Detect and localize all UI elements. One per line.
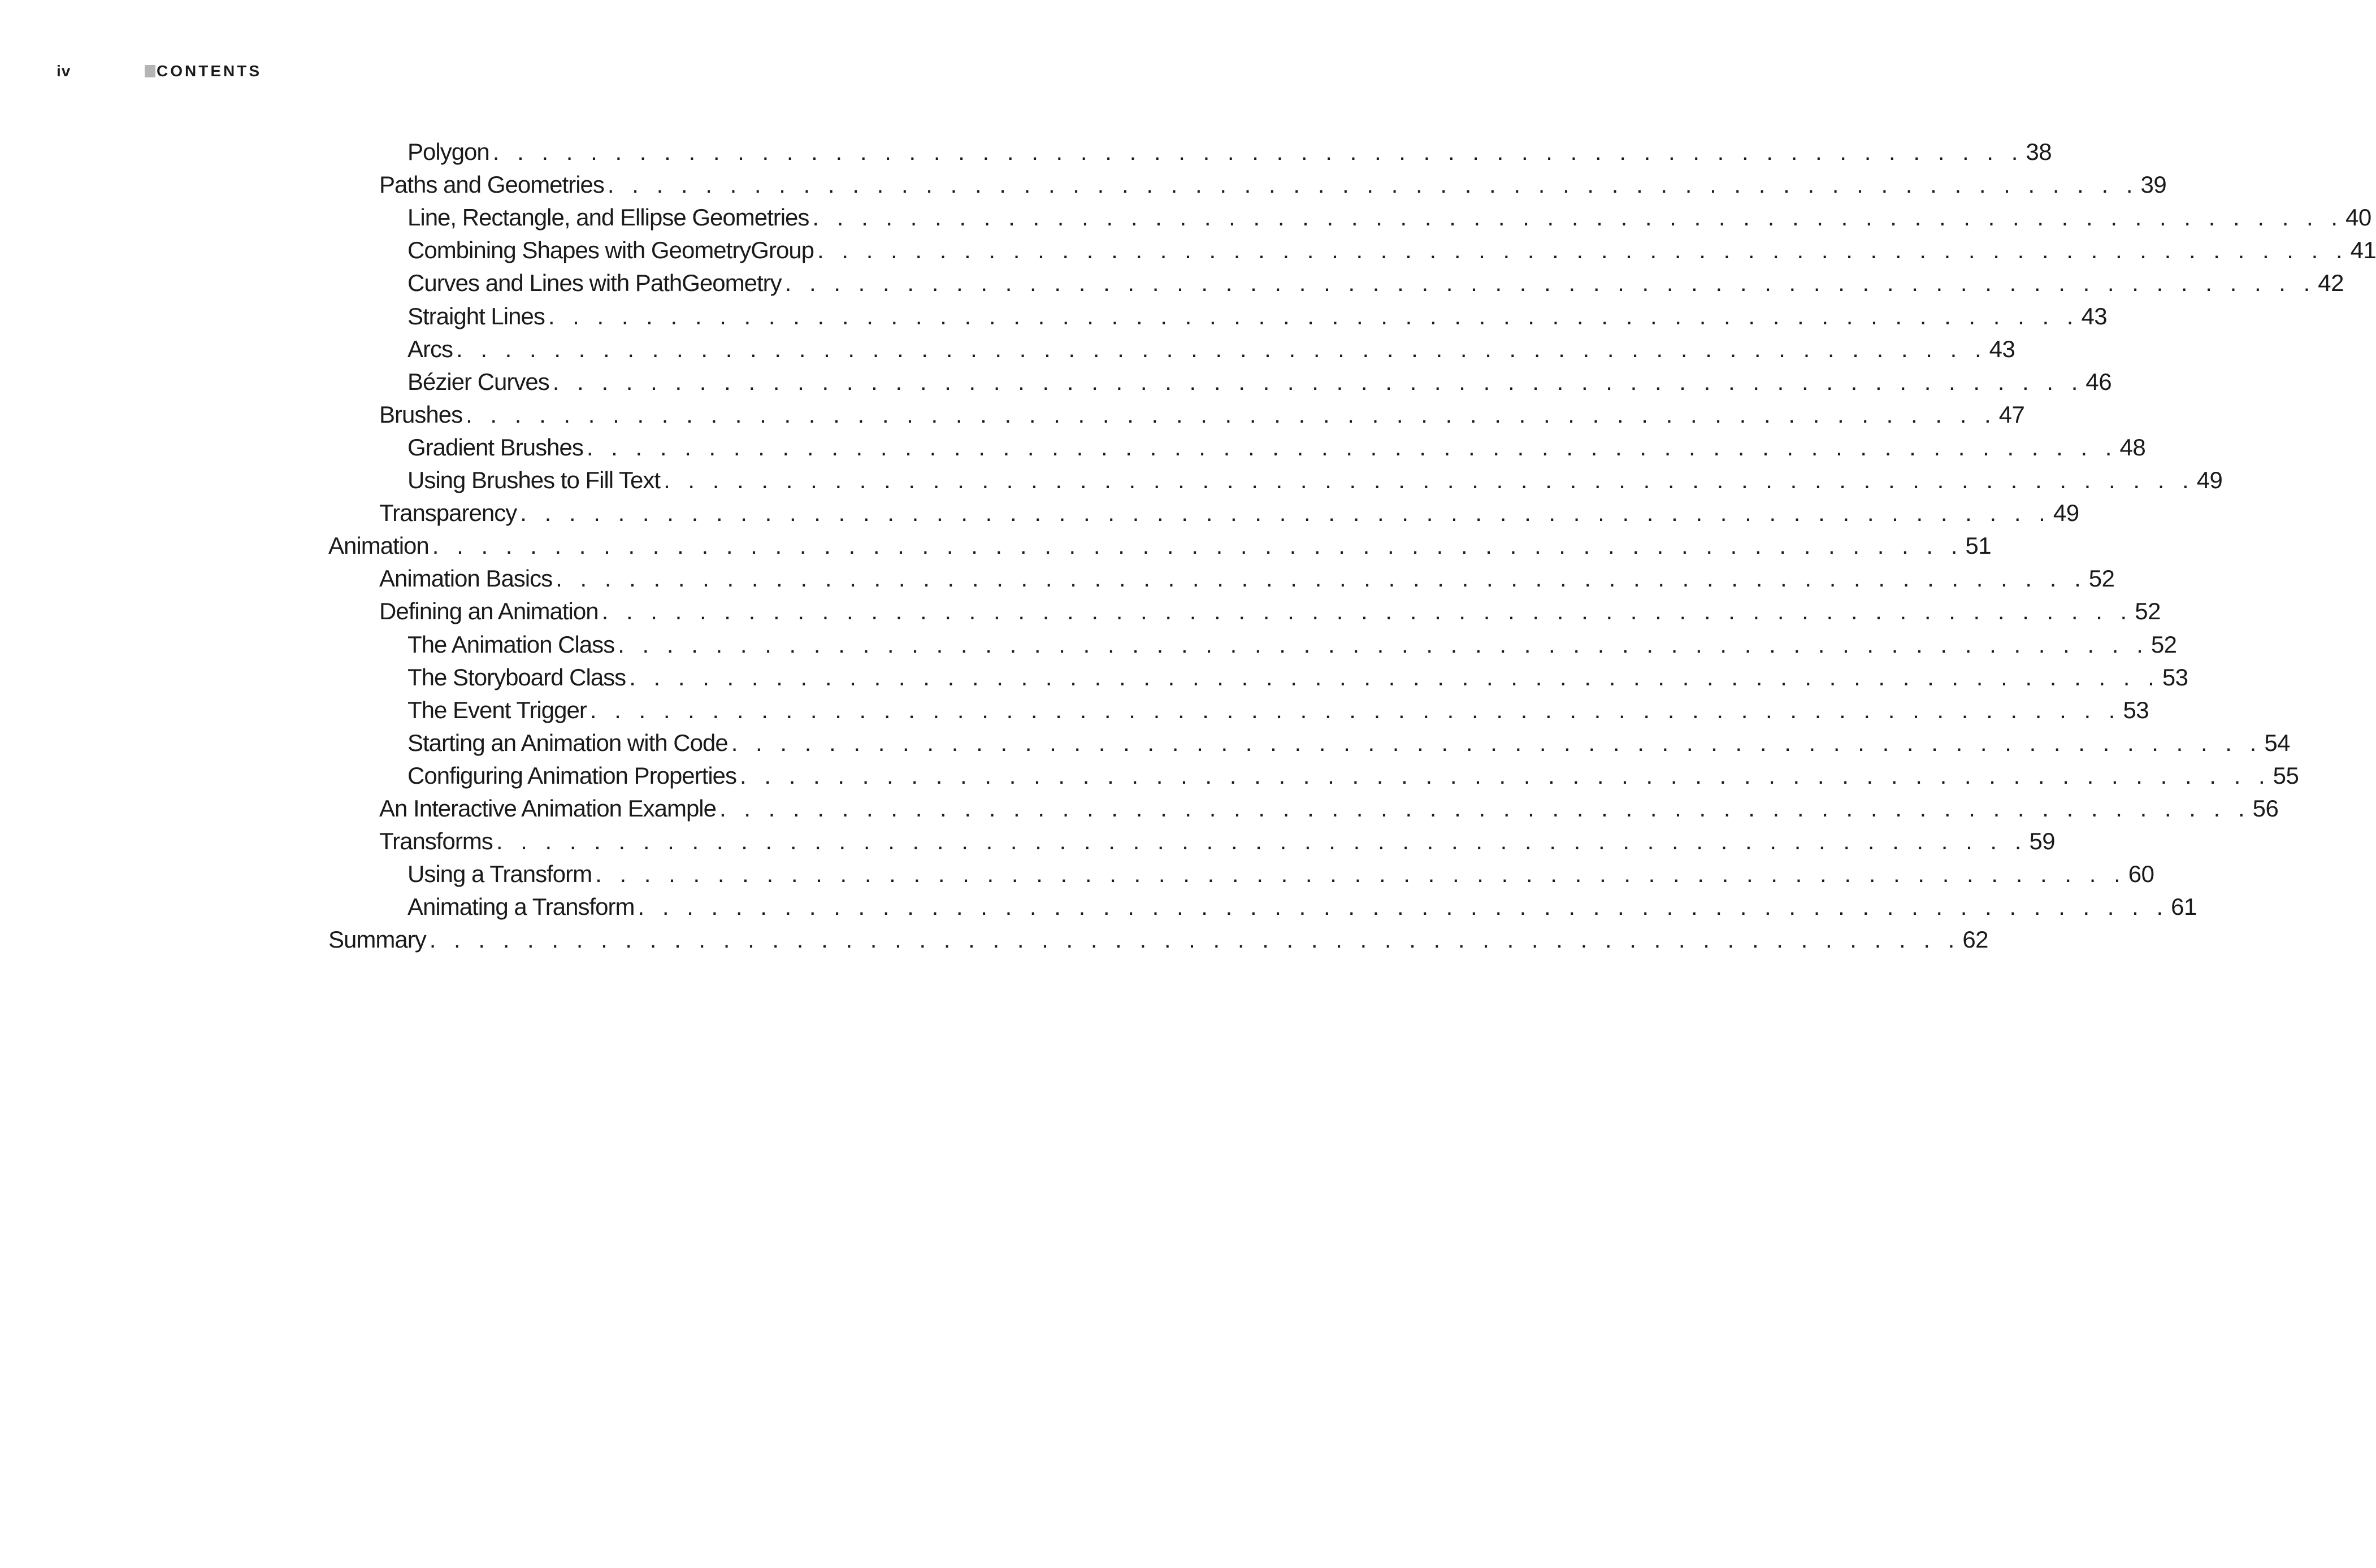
toc-entry-title: Summary bbox=[328, 926, 426, 953]
toc-leader-dots: . . . . . . . . . . . . . . . . . . . . . . . . . . . . . . . . . . . . . . . . . . . . . . . . . . . . . . . . . . . . . . . bbox=[586, 433, 2118, 461]
toc-entry-page-number: 61 bbox=[2171, 893, 2197, 920]
toc-entry-page-number: 41 bbox=[2350, 237, 2376, 264]
toc-entry-page-number: 53 bbox=[2162, 663, 2188, 690]
toc-entry-page-number: 49 bbox=[2196, 467, 2223, 493]
toc-entry[interactable] bbox=[407, 366, 2112, 398]
toc-entry[interactable] bbox=[407, 234, 2376, 267]
toc-entry[interactable] bbox=[407, 694, 2149, 727]
toc-entry[interactable] bbox=[407, 300, 2108, 333]
toc-leader-dots: . . . . . . . . . . . . . . . . . . . . . . . . . . . . . . . . . . . . . . . . . . . . . . . . . . . . . . . . . . . . . . . bbox=[618, 631, 2149, 658]
toc-entry[interactable] bbox=[407, 628, 2177, 661]
toc-entry-title: Arcs bbox=[407, 335, 453, 362]
toc-entry-title: Configuring Animation Properties bbox=[407, 762, 737, 789]
toc-leader-dots: . . . . . . . . . . . . . . . . . . . . . . . . . . . . . . . . . . . . . . . . . . . . . . . . . . . . . . . . . . . . . . . bbox=[496, 828, 2027, 855]
toc-entry-page-number: 59 bbox=[2029, 828, 2056, 855]
toc-entry-page-number: 54 bbox=[2264, 729, 2291, 756]
toc-entry[interactable] bbox=[407, 267, 2344, 299]
toc-entry-title: Straight Lines bbox=[407, 302, 545, 329]
toc-entry[interactable] bbox=[407, 661, 2188, 694]
toc-entry-title: Animation Basics bbox=[379, 565, 553, 592]
toc-leader-dots: . . . . . . . . . . . . . . . . . . . . . . . . . . . . . . . . . . . . . . . . . . . . . . . . . . . . . . . . . . . . . . . bbox=[520, 499, 2051, 527]
toc-entry[interactable] bbox=[407, 201, 2371, 234]
toc-entry[interactable] bbox=[379, 168, 2167, 201]
toc-leader-dots: . . . . . . . . . . . . . . . . . . . . . . . . . . . . . . . . . . . . . . . . . . . . . . . . . . . . . . . . . . . . . . . bbox=[784, 270, 2316, 297]
toc-entry-page-number: 48 bbox=[2119, 433, 2146, 461]
toc-entry[interactable] bbox=[379, 595, 2161, 628]
toc-leader-dots: . . . . . . . . . . . . . . . . . . . . . . . . . . . . . . . . . . . . . . . . . . . . . . . . . . . . . . . . . . . . . . . bbox=[638, 893, 2169, 920]
toc-leader-dots: . . . . . . . . . . . . . . . . . . . . . . . . . . . . . . . . . . . . . . . . . . . . . . . . . . . . . . . . . . . . . . . bbox=[719, 795, 2251, 822]
toc-entry-title: Gradient Brushes bbox=[407, 433, 583, 461]
toc-entry-title: An Interactive Animation Example bbox=[379, 795, 716, 822]
toc-entry-page-number: 43 bbox=[1989, 335, 2015, 362]
toc-leader-dots: . . . . . . . . . . . . . . . . . . . . . . . . . . . . . . . . . . . . . . . . . . . . . . . . . . . . . . . . . . . . . . . bbox=[589, 696, 2121, 723]
toc-leader-dots: . . . . . . . . . . . . . . . . . . . . . . . . . . . . . . . . . . . . . . . . . . . . . . . . . . . . . . . . . . . . . . . bbox=[601, 598, 2133, 625]
toc-entry[interactable] bbox=[328, 529, 1992, 562]
toc-leader-dots: . . . . . . . . . . . . . . . . . . . . . . . . . . . . . . . . . . . . . . . . . . . . . . . . . . . . . . . . . . . . . . . bbox=[740, 762, 2271, 789]
toc-entry-page-number: 42 bbox=[2318, 270, 2344, 297]
toc-entry-page-number: 53 bbox=[2123, 696, 2149, 723]
toc-entry-title: Line, Rectangle, and Ellipse Geometries bbox=[407, 204, 809, 231]
toc-leader-dots: . . . . . . . . . . . . . . . . . . . . . . . . . . . . . . . . . . . . . . . . . . . . . . . . . . . . . . . . . . . . . . . bbox=[595, 861, 2126, 888]
toc-leader-dots: . . . . . . . . . . . . . . . . . . . . . . . . . . . . . . . . . . . . . . . . . . . . . . . . . . . . . . . . . . . . . . . bbox=[812, 204, 2344, 231]
toc-entry-page-number: 46 bbox=[2085, 368, 2112, 395]
toc-entry-page-number: 55 bbox=[2273, 762, 2299, 789]
section-label: CONTENTS bbox=[157, 62, 262, 80]
toc-entry[interactable] bbox=[379, 562, 2115, 595]
toc-entry-title: Using a Transform bbox=[407, 861, 592, 888]
toc-leader-dots: . . . . . . . . . . . . . . . . . . . . . . . . . . . . . . . . . . . . . . . . . . . . . . . . . . . . . . . . . . . . . . . bbox=[556, 565, 2087, 592]
toc-entry[interactable] bbox=[407, 464, 2223, 497]
toc-entry[interactable] bbox=[379, 825, 2056, 858]
toc-leader-dots: . . . . . . . . . . . . . . . . . . . . . . . . . . . . . . . . . . . . . . . . . . . . . . . . . . . . . . . . . . . . . . . bbox=[548, 302, 2079, 329]
toc-entry-page-number: 39 bbox=[2140, 171, 2167, 198]
toc-entry[interactable] bbox=[407, 431, 2146, 464]
toc-leader-dots: . . . . . . . . . . . . . . . . . . . . . . . . . . . . . . . . . . . . . . . . . . . . . . . . . . . . . . . . . . . . . . . bbox=[456, 335, 1987, 362]
toc-leader-dots: . . . . . . . . . . . . . . . . . . . . . . . . . . . . . . . . . . . . . . . . . . . . . . . . . . . . . . . . . . . . . . . bbox=[429, 926, 1961, 953]
toc-entry[interactable] bbox=[379, 497, 2079, 529]
toc-entry-title: Animation bbox=[328, 532, 429, 559]
toc-entry[interactable] bbox=[328, 923, 1989, 956]
toc-entry[interactable] bbox=[407, 891, 2197, 923]
toc-entry-title: The Animation Class bbox=[407, 631, 615, 658]
toc-entry-title: Using Brushes to Fill Text bbox=[407, 467, 661, 493]
toc-entry-page-number: 52 bbox=[2088, 565, 2115, 592]
toc-leader-dots: . . . . . . . . . . . . . . . . . . . . . . . . . . . . . . . . . . . . . . . . . . . . . . . . . . . . . . . . . . . . . . . bbox=[552, 368, 2084, 395]
section-marker-icon bbox=[145, 65, 155, 77]
toc-leader-dots: . . . . . . . . . . . . . . . . . . . . . . . . . . . . . . . . . . . . . . . . . . . . . . . . . . . . . . . . . . . . . . . bbox=[607, 171, 2139, 198]
toc-entry-page-number: 60 bbox=[2128, 861, 2154, 888]
toc-entry-page-number: 49 bbox=[2053, 499, 2079, 527]
toc-entry-title: Polygon bbox=[407, 138, 489, 165]
toc-entry-page-number: 52 bbox=[2150, 631, 2177, 658]
toc-entry-title: Animating a Transform bbox=[407, 893, 635, 920]
toc-entry-title: Brushes bbox=[379, 401, 463, 428]
toc-leader-dots: . . . . . . . . . . . . . . . . . . . . . . . . . . . . . . . . . . . . . . . . . . . . . . . . . . . . . . . . . . . . . . . bbox=[492, 138, 2024, 165]
toc-entry-title: The Event Trigger bbox=[407, 696, 587, 723]
toc-entry[interactable] bbox=[407, 136, 2052, 168]
toc-entry-page-number: 40 bbox=[2345, 204, 2371, 231]
toc-leader-dots: . . . . . . . . . . . . . . . . . . . . . . . . . . . . . . . . . . . . . . . . . . . . . . . . . . . . . . . . . . . . . . . bbox=[432, 532, 1963, 559]
page-number: iv bbox=[57, 62, 71, 80]
toc-entry[interactable] bbox=[379, 398, 2025, 431]
toc-entry[interactable] bbox=[407, 759, 2299, 792]
toc-entry[interactable] bbox=[407, 727, 2291, 759]
toc-entry[interactable] bbox=[407, 333, 2015, 366]
toc-leader-dots: . . . . . . . . . . . . . . . . . . . . . . . . . . . . . . . . . . . . . . . . . . . . . . . . . . . . . . . . . . . . . . . bbox=[466, 401, 1997, 428]
toc-entry-title: Starting an Animation with Code bbox=[407, 729, 728, 756]
toc-entry-title: Bézier Curves bbox=[407, 368, 549, 395]
toc-entry-title: The Storyboard Class bbox=[407, 663, 626, 690]
toc-entry-page-number: 43 bbox=[2081, 302, 2108, 329]
toc-leader-dots: . . . . . . . . . . . . . . . . . . . . . . . . . . . . . . . . . . . . . . . . . . . . . . . . . . . . . . . . . . . . . . . bbox=[629, 663, 2160, 690]
toc-entry-page-number: 62 bbox=[1962, 926, 1989, 953]
toc-entry[interactable] bbox=[407, 858, 2154, 891]
toc-entry[interactable] bbox=[379, 792, 2279, 825]
toc-leader-dots: . . . . . . . . . . . . . . . . . . . . . . . . . . . . . . . . . . . . . . . . . . . . . . . . . . . . . . . . . . . . . . . bbox=[731, 729, 2262, 756]
toc-entry-title: Transparency bbox=[379, 499, 517, 527]
toc-entry-title: Curves and Lines with PathGeometry bbox=[407, 270, 782, 297]
toc-entry-page-number: 38 bbox=[2026, 138, 2052, 165]
toc-entry-title: Combining Shapes with GeometryGroup bbox=[407, 237, 814, 264]
running-head bbox=[0, 61, 339, 81]
toc-entry-page-number: 47 bbox=[1998, 401, 2025, 428]
toc-entry-page-number: 51 bbox=[1965, 532, 1992, 559]
toc-entry-title: Defining an Animation bbox=[379, 598, 599, 625]
toc-leader-dots: . . . . . . . . . . . . . . . . . . . . . . . . . . . . . . . . . . . . . . . . . . . . . . . . . . . . . . . . . . . . . . . bbox=[817, 237, 2348, 264]
toc-entry-page-number: 52 bbox=[2135, 598, 2161, 625]
toc-leader-dots: . . . . . . . . . . . . . . . . . . . . . . . . . . . . . . . . . . . . . . . . . . . . . . . . . . . . . . . . . . . . . . . bbox=[664, 467, 2195, 493]
toc-entry-page-number: 56 bbox=[2252, 795, 2279, 822]
toc-entry-title: Paths and Geometries bbox=[379, 171, 604, 198]
toc-entry-title: Transforms bbox=[379, 828, 493, 855]
